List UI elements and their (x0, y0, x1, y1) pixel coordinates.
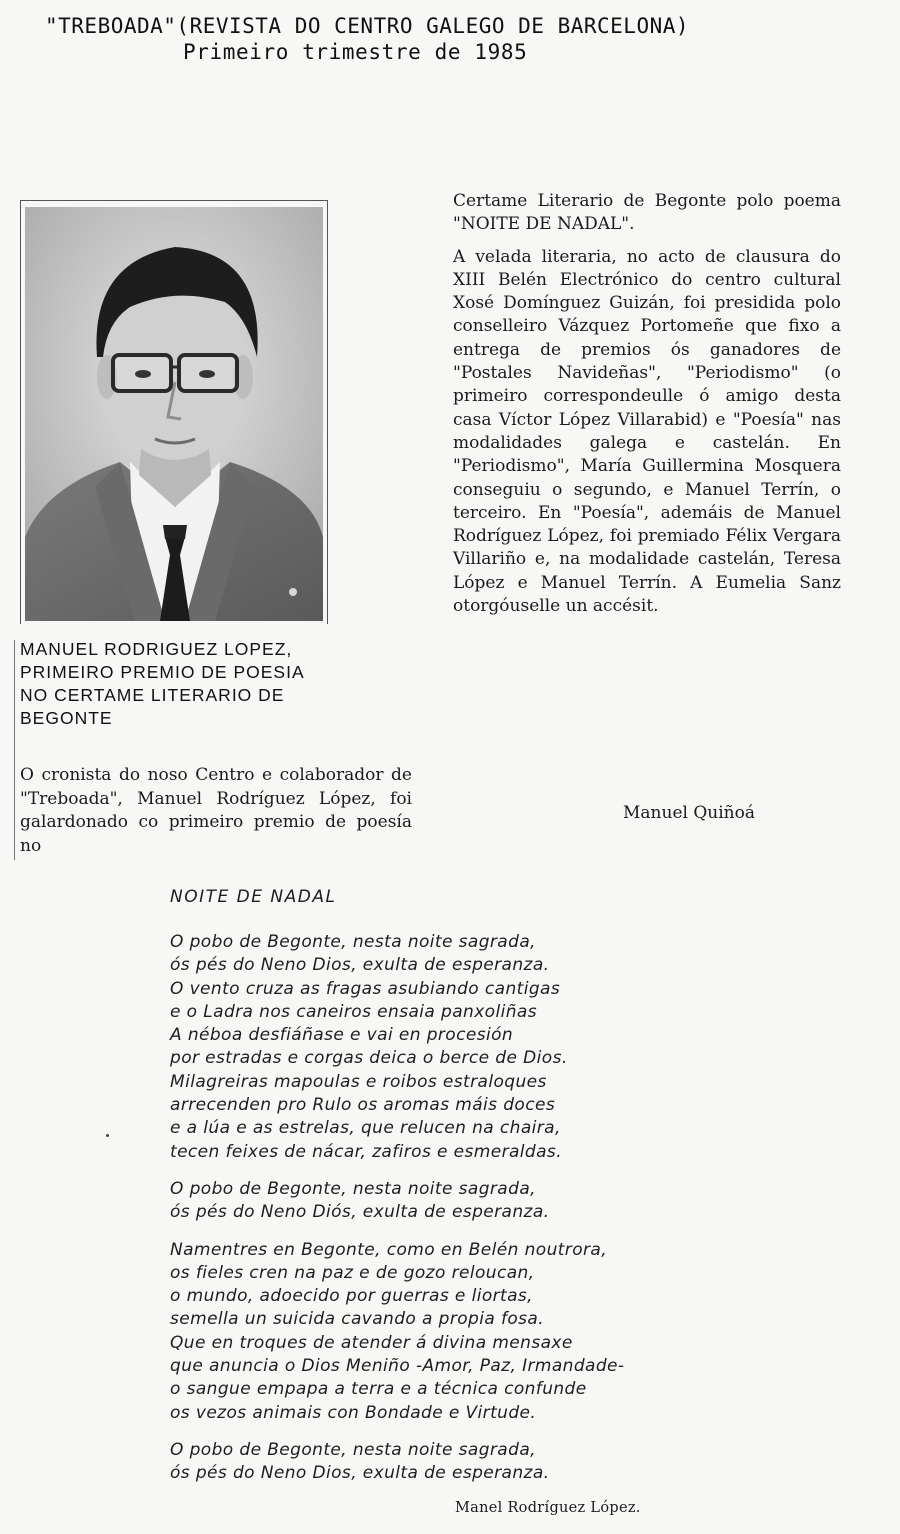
poem-line: o mundo, adoecido por guerras e liortas, (170, 1286, 533, 1307)
article-author: Manuel Quiñoá (623, 803, 755, 823)
publication-title: "TREBOADA"(REVISTA DO CENTRO GALEGO DE BARCELONA) (45, 14, 690, 38)
poem-author: Manel Rodríguez López. (455, 1500, 641, 1516)
poem-line: A néboa desfiáñase e vai en procesión (170, 1025, 514, 1046)
poem-line: e a lúa e as estrelas, que relucen na chaira, (170, 1118, 561, 1139)
poem-line: por estradas e corgas deica o berce de Dios. (170, 1048, 568, 1069)
portrait-photo (25, 207, 323, 621)
poem (170, 887, 870, 1500)
poem-line: Milagreiras mapoulas e roibos estraloques (170, 1071, 547, 1092)
poem-line: os fieles cren na paz e de gozo reloucan, (170, 1262, 535, 1283)
photo-caption (20, 638, 380, 730)
caption-line: NO CERTAME LITERARIO DE (20, 685, 285, 705)
poem-stanza (170, 1439, 870, 1486)
poem-line: e o Ladra nos caneiros ensaia panxoliñas (170, 1001, 537, 1022)
body-paragraph: Certame Literario de Begonte polo poema "NOITE DE NADAL". (453, 191, 841, 235)
caption-line: PRIMEIRO PREMIO DE POESIA (20, 662, 305, 682)
poem-line: Namentres en Begonte, como en Belén noutrora, (170, 1239, 608, 1260)
publication-date: Primeiro trimestre de 1985 (183, 40, 528, 64)
photo-frame (20, 200, 328, 624)
caption-line: MANUEL RODRIGUEZ LOPEZ, (20, 639, 293, 659)
poem-line: O pobo de Begonte, nesta noite sagrada, (170, 1178, 536, 1199)
poem-line: arrecenden pro Rulo os aromas máis doces (170, 1095, 556, 1116)
poem-line: os vezos animais con Bondade e Virtude. (170, 1402, 537, 1423)
poem-title: NOITE DE NADAL (170, 887, 337, 907)
poem-line: O pobo de Begonte, nesta noite sagrada, (170, 1439, 536, 1460)
poem-line: ós pés do Neno Diós, exulta de esperanza. (170, 1202, 550, 1223)
print-speck (106, 1134, 109, 1137)
poem-line: que anuncia o Dios Meniño -Amor, Paz, Irmandade- (170, 1356, 625, 1377)
poem-stanza (170, 1178, 870, 1225)
poem-line: O vento cruza as fragas asubiando cantigas (170, 978, 561, 999)
poem-line: ós pés do Neno Dios, exulta de esperanza. (170, 955, 550, 976)
poem-line: tecen feixes de nácar, zafiros e esmeraldas. (170, 1141, 562, 1162)
caption-line: BEGONTE (20, 708, 113, 728)
poem-line: semella un suicida cavando a propia fosa. (170, 1309, 545, 1330)
article-body (453, 190, 841, 627)
portrait-illustration (25, 207, 323, 621)
poem-stanza (170, 931, 870, 1164)
poem-stanza (170, 1239, 870, 1425)
poem-line: o sangue empapa a terra e a técnica confunde (170, 1379, 587, 1400)
intro-paragraph: O cronista do noso Centro e colaborador de "Treboada", Manuel Rodríguez López, foi galardonado co primeiro premio de poesía no (20, 765, 412, 856)
left-border-rule (14, 640, 15, 860)
poem-line: ós pés do Neno Dios, exulta de esperanza. (170, 1463, 550, 1484)
poem-line: Que en troques de atender á divina mensaxe (170, 1332, 573, 1353)
body-paragraph: A velada literaria, no acto de clausura do XIII Belén Electrónico do centro cultural Xosé Domínguez Guizán, foi presidida polo conselleiro Vázquez Portomeñe que fixo a entrega de premios ós ganadores de "Postales Navideñas", "Periodismo" (o primeiro correspondeulle ó amigo desta casa Víctor López Villarabid) e "Poesía" nas modalidades galega e castelán. En "Periodismo", María Guillermina Mosquera conseguiu o segundo, e Manuel Terrín, o terceiro. En "Poesía", ademáis de Manuel Rodríguez López, foi premiado Félix Vergara Villariño e, na modalidade castelán, Teresa López e Manuel Terrín. A Eumelia Sanz otorgóuselle un accésit. (453, 246, 841, 617)
poem-line: O pobo de Begonte, nesta noite sagrada, (170, 932, 536, 952)
